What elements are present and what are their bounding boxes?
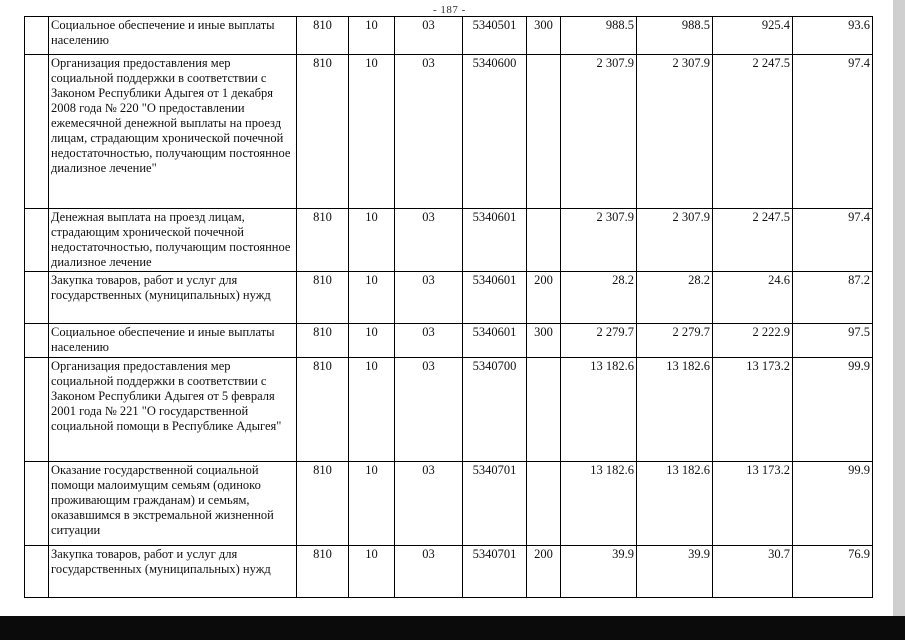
refined-amount-cell: 28.2 [637,272,713,324]
percent-executed-cell: 97.4 [793,209,873,272]
row-gutter-cell [25,462,49,546]
target-article-cell: 5340700 [463,358,527,462]
expense-type-cell: 300 [527,17,561,55]
name-cell: Организация предоставления мер социальной поддержки в соответствии с Законом Республики Адыгея от 5 февраля 2001 года № 221 "О государственной социальной помощи в Республике Адыгея" [49,358,297,462]
percent-executed-cell: 97.5 [793,324,873,358]
ministry-code-cell: 810 [297,55,349,209]
percent-executed-cell: 93.6 [793,17,873,55]
subsection-code-cell: 03 [395,17,463,55]
approved-amount-cell: 2 307.9 [561,209,637,272]
percent-executed-cell: 87.2 [793,272,873,324]
refined-amount-cell: 2 307.9 [637,209,713,272]
budget-table [24,16,873,598]
approved-amount-cell: 2 279.7 [561,324,637,358]
expense-type-cell [527,209,561,272]
row-gutter-cell [25,324,49,358]
section-code-cell: 10 [349,462,395,546]
ministry-code-cell: 810 [297,17,349,55]
target-article-cell: 5340601 [463,324,527,358]
row-gutter-cell [25,358,49,462]
section-code-cell: 10 [349,17,395,55]
ministry-code-cell: 810 [297,546,349,598]
section-code-cell: 10 [349,272,395,324]
target-article-cell: 5340600 [463,55,527,209]
percent-executed-cell: 99.9 [793,462,873,546]
table-row [25,462,873,546]
subsection-code-cell: 03 [395,324,463,358]
subsection-code-cell: 03 [395,209,463,272]
name-cell: Закупка товаров, работ и услуг для государственных (муниципальных) нужд [49,272,297,324]
ministry-code-cell: 810 [297,272,349,324]
name-cell: Социальное обеспечение и иные выплаты населению [49,17,297,55]
executed-amount-cell: 13 173.2 [713,358,793,462]
expense-type-cell [527,462,561,546]
section-code-cell: 10 [349,324,395,358]
ministry-code-cell: 810 [297,209,349,272]
section-code-cell: 10 [349,546,395,598]
approved-amount-cell: 2 307.9 [561,55,637,209]
subsection-code-cell: 03 [395,272,463,324]
name-cell: Денежная выплата на проезд лицам, страдающим хронической почечной недостаточностью, получающим постоянное диализное лечение [49,209,297,272]
table-row [25,358,873,462]
target-article-cell: 5340601 [463,272,527,324]
approved-amount-cell: 13 182.6 [561,462,637,546]
target-article-cell: 5340701 [463,462,527,546]
percent-executed-cell: 97.4 [793,55,873,209]
row-gutter-cell [25,209,49,272]
table-row [25,209,873,272]
subsection-code-cell: 03 [395,358,463,462]
executed-amount-cell: 2 247.5 [713,209,793,272]
name-cell: Организация предоставления мер социальной поддержки в соответствии с Законом Республики Адыгея от 1 декабря 2008 года № 220 "О предоставлении ежемесячной денежной выплаты на проезд лицам, страдающим хронической почечной недостаточностью, получающим постоянное диализное лечение" [49,55,297,209]
ministry-code-cell: 810 [297,358,349,462]
approved-amount-cell: 988.5 [561,17,637,55]
executed-amount-cell: 925.4 [713,17,793,55]
executed-amount-cell: 13 173.2 [713,462,793,546]
target-article-cell: 5340701 [463,546,527,598]
refined-amount-cell: 988.5 [637,17,713,55]
target-article-cell: 5340501 [463,17,527,55]
executed-amount-cell: 24.6 [713,272,793,324]
executed-amount-cell: 30.7 [713,546,793,598]
row-gutter-cell [25,272,49,324]
table-row [25,324,873,358]
row-gutter-cell [25,546,49,598]
ministry-code-cell: 810 [297,324,349,358]
expense-type-cell: 200 [527,546,561,598]
row-gutter-cell [25,17,49,55]
ministry-code-cell: 810 [297,462,349,546]
approved-amount-cell: 39.9 [561,546,637,598]
subsection-code-cell: 03 [395,546,463,598]
subsection-code-cell: 03 [395,462,463,546]
table-row [25,272,873,324]
scan-right-edge [893,0,905,640]
target-article-cell: 5340601 [463,209,527,272]
section-code-cell: 10 [349,55,395,209]
refined-amount-cell: 2 307.9 [637,55,713,209]
executed-amount-cell: 2 222.9 [713,324,793,358]
name-cell: Закупка товаров, работ и услуг для государственных (муниципальных) нужд [49,546,297,598]
table-row [25,17,873,55]
refined-amount-cell: 2 279.7 [637,324,713,358]
scan-bottom-band [0,616,905,640]
refined-amount-cell: 13 182.6 [637,358,713,462]
approved-amount-cell: 28.2 [561,272,637,324]
section-code-cell: 10 [349,209,395,272]
name-cell: Социальное обеспечение и иные выплаты населению [49,324,297,358]
percent-executed-cell: 76.9 [793,546,873,598]
subsection-code-cell: 03 [395,55,463,209]
expense-type-cell: 200 [527,272,561,324]
refined-amount-cell: 39.9 [637,546,713,598]
page-number: - 187 - [433,4,466,16]
expense-type-cell: 300 [527,324,561,358]
refined-amount-cell: 13 182.6 [637,462,713,546]
expense-type-cell [527,55,561,209]
name-cell: Оказание государственной социальной помощи малоимущим семьям (одиноко проживающим гражданам) и семьям, оказавшимся в экстремальной жизненной ситуации [49,462,297,546]
expense-type-cell [527,358,561,462]
executed-amount-cell: 2 247.5 [713,55,793,209]
approved-amount-cell: 13 182.6 [561,358,637,462]
percent-executed-cell: 99.9 [793,358,873,462]
table-row [25,546,873,598]
row-gutter-cell [25,55,49,209]
section-code-cell: 10 [349,358,395,462]
table-row [25,55,873,209]
